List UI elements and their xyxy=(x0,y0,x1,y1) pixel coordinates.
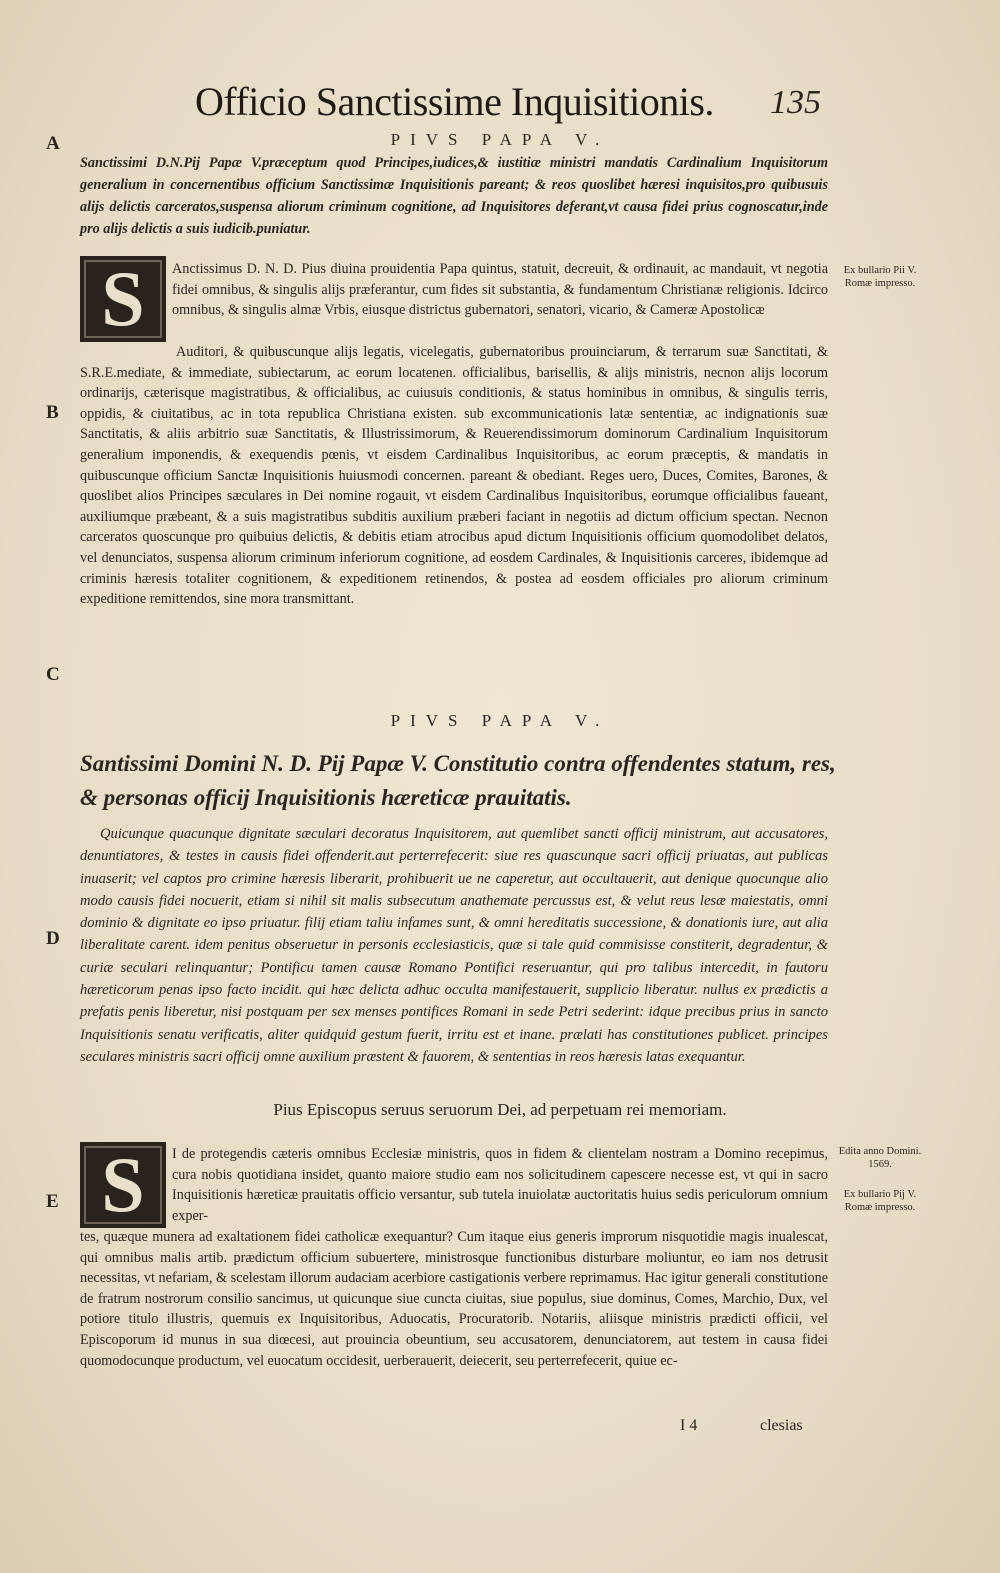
dropcap-paragraph-2: I de protegendis cæteris omnibus Ecclesiæ ministris, quos in fidem & clientelam nostram a Domino recepimus, cura nobis quotidiana insidet, quanto maiore studio eam nos solicitudinem capescere necesse est, vt qui in sacro Inquisitionis hæreticæ prauitatis officio versantur, sub tutela inuiolatæ auctoritatis huius sedis periculorum omnium exper- xyxy=(172,1146,828,1224)
papal-salutation: Pius Episcopus seruus seruorum Dei, ad perpetuam rei memoriam. xyxy=(273,1100,727,1119)
constitution-title: Santissimi Domini N. D. Pij Papæ V. Constitutio contra offendentes statum, res, & personas officij Inquisitionis hæreticæ prauitatis. xyxy=(80,751,836,810)
section-marker-d: D xyxy=(46,928,60,949)
body-paragraph-1: Auditori, & quibuscunque alijs legatis, vicelegatis, gubernatoribus prouinciarum, & terrarum suæ Sanctitati, & S.R.E.mediate, & immediate, subiectarum, ac eorum locatenen. officialibus, barisellis, & alijs ministris, necnon alijs locorum ordinarijs, cæterisque magistratibus, & officialibus, ac cuiusuis conditionis, & status hominibus in omnibus, & singulis terris, oppidis, & ciuitatibus, ac in tota republica Christiana existen. sub excommunicationis latæ sententiæ, ac indignationis suæ Sanctitatis, & aliis arbitrio suæ Sanctitatis, & Illustrissimorum, & Reuerendissimorum dominorum Cardinalium Inquisitorum generalium imponendis, & exequendis pœnis, vt eisdem Cardinalibus Inquisitoribus, ac eorum præceptis, & mandatis in quibuscunque officium Sanctæ Inquisitionis huiusmodi concernen. pareant & obediant. Reges uero, Duces, Comites, Barones, & quoslibet alios Principes sæculares in Dei nomine rogauit, vt eisdem Cardinalibus Inquisitoribus, eorumque officialibus faueant, auxiliumque præbeant, & a suis magistratibus subditis auxilium præberi faciant in negotiis ad dictum officium spectan. Necnon carceratos quoscunque pro quibuius delictis, & debitis etiam atrocibus apud dictum Inquisitionis officium quomodolibet delatos, vel denunciatos, suspensa aliorum criminum inferiorum cognitione, ad eosdem Cardinales, & Inquisitionis carceres, ibidemque ad criminis hæresis totaliter cognitionem, & expeditionem retinendos, & postea ad eosdem officiales pro aliorum criminum expeditione remittendos, sine mora transmittant. xyxy=(80,344,828,608)
body-paragraph-3: tes, quæque munera ad exaltationem fidei catholicæ exequantur? Cum itaque eius generis improrum nisquotidie magis inualescat, qui omnibus malis artib. prædictum officium subuertere, ministrosque functionibus disturbare moliuntur, eo iam nos detrusit necessitas, vt nefariam, & scelestam illorum audaciam acerbiore castigationis verbere reprimamus. Hac igitur generali constitutione de fratrum nostrorum consilio sancimus, ut quicunque siue cuncta ciuitas, siue populus, siue dominus, Comes, Marchio, Dux, vel potiore titulo illustris, quemuis ex Inquisitoribus, Aduocatis, Procuratorib. Notariis, aliisque ministris prædicti officii, vel Episcoporum id munus in sua diœcesi, aut prouincia obeuntium, seu accusatorem, denunciatorem, aut testem in causa fidei quomodocunque productum, vel euocatum occidesit, uerberauerit, deiecerit, seu perterrefecerit, quiue ec- xyxy=(80,1229,828,1369)
dropcap-paragraph-1: Anctissimus D. N. D. Pius diuina prouidentia Papa quintus, statuit, decreuit, & ordinauit, ac mandauit, vt negotia fidei omnibus, & singulis alijs præferantur, cum fides sit substantia, & fundamentum Christianæ religionis. Idcirco omnibus, & singulis almæ Vrbis, eiusque districtus gubernatori, senatori, vicario, & Cameræ Apostolicæ xyxy=(172,261,828,319)
catchword: clesias xyxy=(760,1417,803,1434)
section-rubric-1: Sanctissimi D.N.Pij Papæ V.præceptum quod Principes,iudices,& iustitiæ ministri mandatis Cardinalium Inquisitorum generalium in concernentibus officium Sanctissimæ Inquisitionis pareant; & reos quoslibet hæresi inquisitos,pro quibusuis alijs delictis carceratos,suspensa aliorum criminum cognitione, ad Inquisitores deferant,vt causa fidei prius cognoscatur,inde pro alijs delictis a suis iudicib.puniatur. xyxy=(80,155,828,237)
dropcap-initial-1: S xyxy=(80,256,166,342)
margin-note-2: Edita anno Domini. 1569. xyxy=(838,1146,922,1170)
section-heading-2: PIVS PAPA V. xyxy=(390,711,610,730)
section-marker-a: A xyxy=(46,133,60,154)
page-header xyxy=(0,78,1000,128)
dropcap-initial-2: S xyxy=(80,1142,166,1228)
section-marker-c: C xyxy=(46,664,60,685)
section-marker-b: B xyxy=(46,402,59,423)
running-title: Officio Sanctissime Inquisitionis. xyxy=(195,79,714,124)
folio-number: 135 xyxy=(770,84,821,121)
margin-note-3: Ex bullario Pij V. Romæ impresso. xyxy=(843,1189,917,1213)
margin-note-1: Ex bullario Pii V. Romæ impresso. xyxy=(843,265,917,289)
section-heading-1: PIVS PAPA V. xyxy=(390,130,610,149)
signature-mark: I 4 xyxy=(680,1417,698,1434)
constitution-summary: Quicunque quacunque dignitate sæculari decoratus Inquisitorem, aut quemlibet sancti officij ministrum, aut accusatores, denuntiatores, & testes in causis fidei offenderit.aut perterrefecerit: siue res quascunque sacri officij priuatas, aut publicas inuaserit; vel captos pro crimine hæresis liberarit, prohibuerit ue ne caperetur, aut occultauerit, aut denique quocunque alio modo causis fidei nocuerit, etiam si nihil sit malis subsecutum anathemate percussus est, & velut reus lesæ maiestatis, omni dominio & dignitate eo ipso priuatur. filij etiam taliu infames sunt, & omni hereditatis successione, & donationis iure, aut alia liberalitate carent. idem penitus obseruetur in personis ecclesiasticis, quæ si tale quid commisisse constiterit, degradentur, & curiæ seculari relinquantur; Pontificu tamen causæ Romano Pontifici reseruantur, qui pro talibus intercedit, in fautoru hæreticorum penas ipso facto incidit. qui hæc delicta adhuc occulta manifestauerit, supplicio liberatur. nullus ex prædictis a prefatis penis liberetur, nisi postquam per sex menses pontifices Romani in sede Petri sederint: idque precibus prius in sancto Inquisitionis senatu verificatis, aliter quidquid gestum fuerit, irritu est et inane. prælati has constitutiones publicet. principes seculares ministris sacri officij omne auxilium præstent & fauorem, & sententias in reos hæresis latas exequantur. xyxy=(80,826,828,1065)
section-marker-e: E xyxy=(46,1191,59,1212)
